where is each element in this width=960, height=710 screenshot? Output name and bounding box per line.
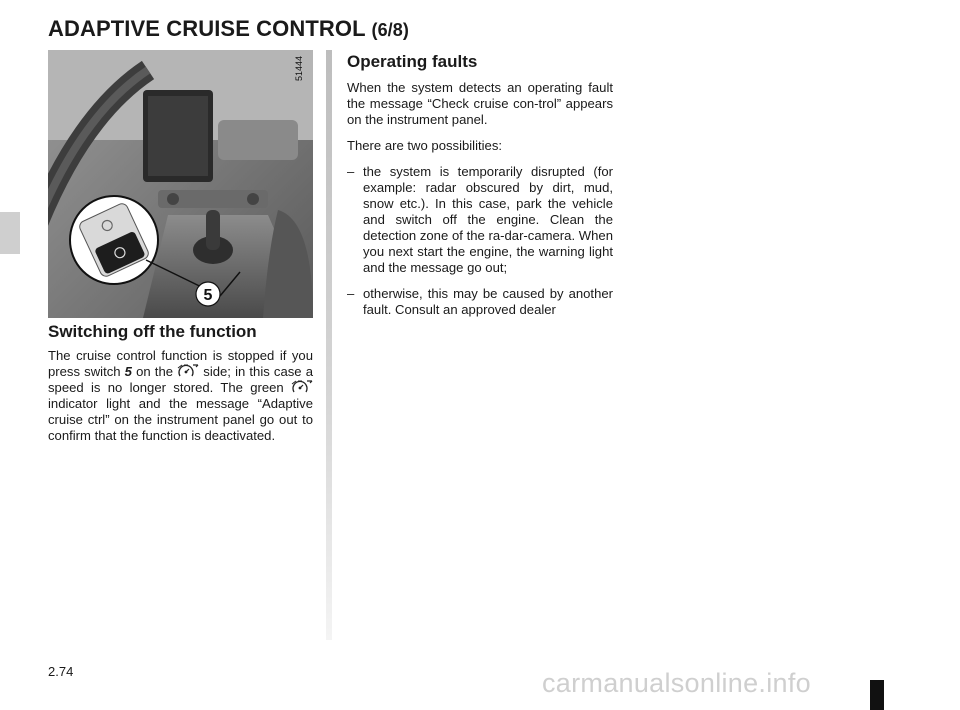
list-item bbox=[347, 286, 613, 318]
list-dash: – bbox=[347, 164, 355, 179]
callout-number: 5 bbox=[203, 287, 213, 304]
operating-faults-intro: When the system detects an operating fault the message “Check cruise con-trol” appears on the instrument panel. bbox=[347, 80, 613, 127]
page-number: 2.74 bbox=[48, 664, 74, 679]
operating-faults-section bbox=[347, 52, 613, 328]
switching-off-text-1: The cruise control function is stopped if you press switch bbox=[48, 348, 313, 379]
page-title-text: ADAPTIVE CRUISE CONTROL bbox=[48, 16, 366, 41]
section-tab bbox=[0, 212, 20, 254]
switching-off-paragraph bbox=[48, 348, 313, 444]
corner-mark bbox=[870, 680, 884, 710]
list-item-text: the system is temporarily disrupted (for example: radar obscured by dirt, mud, snow etc.). In this case, park the vehicle and switch off the engine. Clean the detection zone of the ra-dar-camera. When you next start the engine, the warning light and the message go out; bbox=[363, 164, 613, 275]
adaptive-cruise-control-icon bbox=[291, 380, 313, 394]
list-item-text: otherwise, this may be caused by another fault. Consult an approved dealer bbox=[363, 286, 613, 317]
dashboard-photo bbox=[48, 50, 313, 318]
adaptive-cruise-control-icon bbox=[177, 364, 199, 378]
page-title-part: (6/8) bbox=[371, 20, 409, 40]
switching-off-text-2: on the bbox=[131, 364, 178, 379]
list-dash: – bbox=[347, 286, 355, 301]
watermark: carmanualsonline.info bbox=[542, 668, 811, 698]
switching-off-section bbox=[48, 322, 313, 444]
operating-faults-heading: Operating faults bbox=[347, 52, 478, 71]
page-title bbox=[48, 16, 409, 42]
dashboard-illustration bbox=[48, 50, 313, 318]
switch-reference: 5 bbox=[124, 364, 132, 379]
switching-off-text-3: side; in this case a speed is no longer stored. The green bbox=[48, 364, 313, 395]
switching-off-text-4: indicator light and the message “Adaptive cruise ctrl” on the instrument panel go out to confirm that the function is deactivated. bbox=[48, 396, 313, 443]
list-item bbox=[347, 164, 613, 276]
switching-off-heading: Switching off the function bbox=[48, 322, 257, 341]
figure-reference: 51444 bbox=[294, 56, 304, 82]
column-divider bbox=[326, 50, 332, 640]
possibilities-text: There are two possibilities: bbox=[347, 138, 503, 153]
